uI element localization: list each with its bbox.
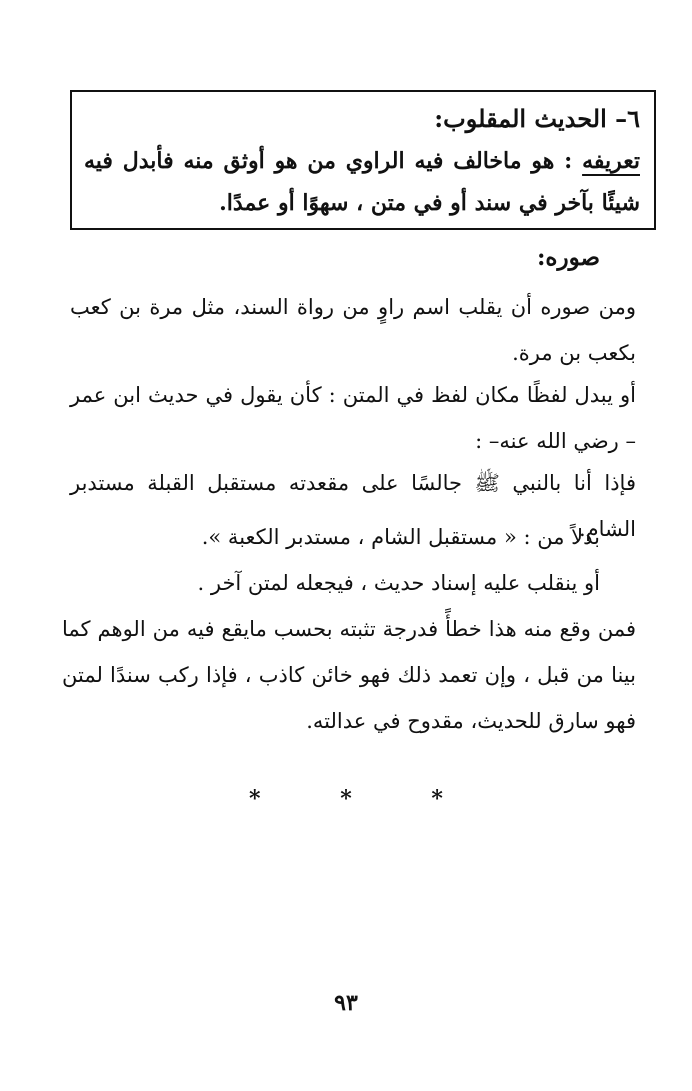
section-heading: ٦– الحديث المقلوب: [434, 104, 640, 133]
forms-heading: صوره: [536, 244, 600, 271]
paragraph-hadith-quote: فإذا أنا بالنبي ﷺ جالسًا على مقعدته مستقبل القبلة مستدبر الشام. [70, 471, 636, 541]
paragraph-isnad-swap: أو ينقلب عليه إسناد حديث ، فيجعله لمتن آخر . [197, 571, 600, 595]
separator-star: * [249, 786, 261, 812]
definition-text [84, 140, 640, 224]
page-number: ٩٣ [334, 990, 358, 1016]
paragraph-instead-of: بدلاً من : « مستقبل الشام ، مستدبر الكعبة ». [201, 525, 600, 549]
definition-body: : هو ماخالف فيه الراوي من هو أوثق منه فأبدل فيه شيئًا بآخر في سند أو في متن ، سهوًا أو عمدًا. [84, 148, 640, 216]
separator-star: * [340, 786, 352, 812]
paragraph-text-swap: أو يبدل لفظًا مكان لفظ في المتن : كأن يقول في حديث ابن عمر – رضي الله عنه– : [70, 383, 636, 453]
definition-box [70, 90, 656, 230]
definition-term: تعريفه [582, 148, 640, 174]
paragraph-ruling: فمن وقع منه هذا خطأً فدرجة تثبته بحسب مايقع فيه من الوهم كما بينا من قبل ، وإن تعمد ذلك فهو خائن كاذب ، فإذا ركب سندًا لمتن فهو سارق للحديث، مقدوح في عدالته. [62, 617, 636, 733]
separator-star: * [431, 786, 443, 812]
section-separator [0, 786, 692, 812]
paragraph-narrator-swap: ومن صوره أن يقلب اسم راوٍ من رواة السند، مثل مرة بن كعب بكعب بن مرة. [70, 295, 636, 365]
